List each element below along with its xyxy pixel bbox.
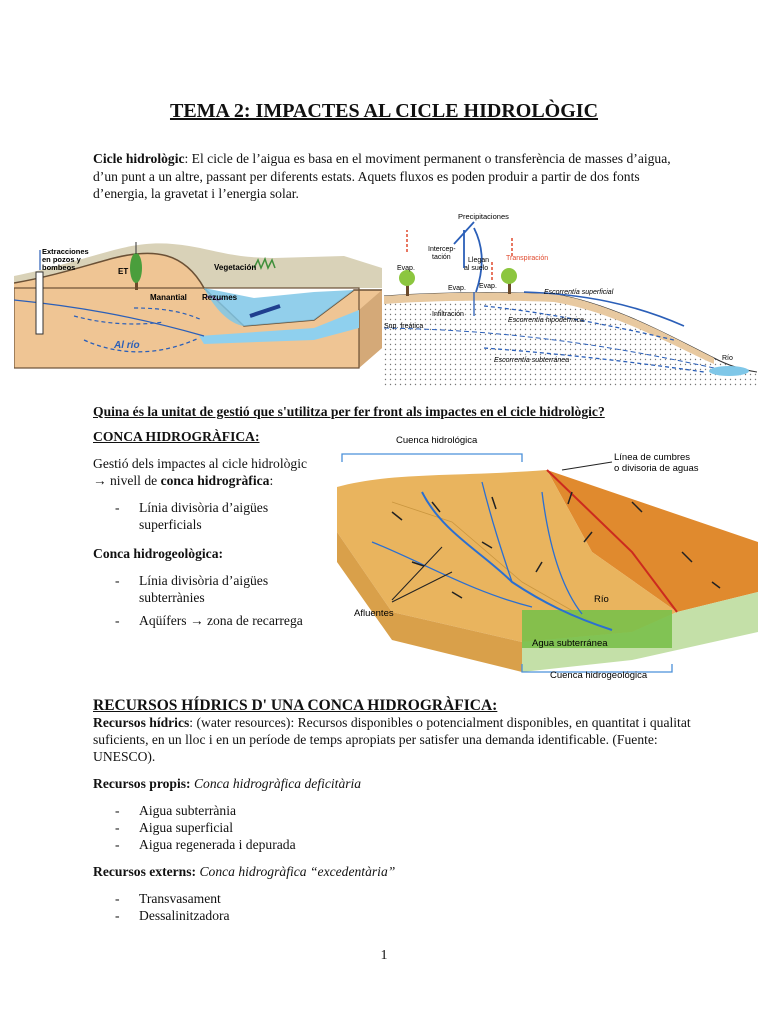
label-escorrentia-hipodermica: Escorrentía hipodérmica (508, 317, 584, 324)
hidrogeo-heading: Conca hidrogeològica: (93, 546, 224, 561)
question-heading: Quina és la unitat de gestió que s'utilitza per fer front als impactes en el cicle hidrològic? (93, 404, 605, 419)
label-linea-cumbres-1: Línea de cumbres (614, 452, 691, 463)
conca-list-2 (93, 572, 323, 629)
conca-heading: CONCA HIDROGRÀFICA: (93, 429, 260, 444)
conca-gestio (93, 455, 323, 489)
conca-gestio-pre: Gestió dels impactes al cicle hidrològic → nivell de (93, 456, 308, 488)
label-agua-subterranea: Agua subterránea (532, 638, 608, 649)
label-intercepcion-2: tación (432, 254, 451, 261)
list-item: - Aigua superficial (93, 819, 693, 836)
label-linea-cumbres-2: o divisoria de aguas (614, 463, 699, 474)
recursos-section (93, 697, 693, 934)
hydrological-cycle-diagram (384, 208, 757, 386)
recursos-externs (93, 863, 693, 880)
label-vegetacion: Vegetación (214, 263, 257, 272)
label-llegan-2: al suelo (464, 265, 489, 272)
list-item: - Transvasament (93, 890, 693, 907)
list-item: - Aqüífers → zona de recarrega (93, 612, 323, 629)
conca-list-1 (93, 499, 323, 533)
label-al-rio: Al río (114, 340, 140, 351)
label-cuenca-hidrologica: Cuenca hidrológica (396, 435, 478, 446)
recursos-heading: RECURSOS HÍDRICS D' UNA CONCA HIDROGRÀFICA: (93, 697, 498, 714)
label-precipitaciones: Precipitaciones (458, 212, 509, 221)
label-evap-1: Evap. (397, 265, 415, 272)
list-item: - Aigua subterrània (93, 802, 693, 819)
recursos-definition (93, 714, 693, 765)
groundwater-diagram (14, 228, 382, 374)
label-manantial: Manantial (150, 293, 187, 302)
list-item: - Línia divisòria d’aigües superficials (93, 499, 323, 533)
label-evap-2: Evap. (448, 285, 466, 292)
recursos-propis (93, 775, 693, 792)
label-rio-3: Río (594, 594, 609, 605)
conca-section (93, 428, 323, 635)
list-item: - Línia divisòria d’aigües subterrànies (93, 572, 323, 606)
intro-paragraph (93, 150, 683, 203)
label-llegan-1: Llegan (468, 257, 490, 264)
label-et: ET (118, 267, 129, 276)
list-item: - Aigua regenerada i depurada (93, 836, 693, 853)
list-item: - Dessalinitzadora (93, 907, 693, 924)
label-infiltracion: Infiltración (432, 311, 464, 318)
label-bombeos: bombeos (42, 263, 76, 272)
label-rio-2: Río (722, 355, 733, 362)
intro-text: : El cicle de l’aigua es basa en el moviment permanent o transferència de masses d’aigua, d’un punt a un altre, passant per diferents estats. Aquets fluxos es poden produir a partir de dos fonts d’energia, la gravetat i l’energia solar. (93, 151, 671, 201)
recursos-externs-label: Recursos externs: (93, 864, 197, 879)
label-escorrentia-superficial: Escorrentía superficial (544, 289, 614, 296)
recursos-externs-italic: Conca hidrogràfica “excedentària” (199, 864, 396, 879)
label-rezumes: Rezumes (202, 293, 238, 302)
label-extracciones: Extracciones (42, 247, 89, 256)
propis-list (93, 802, 693, 853)
recursos-def-term: Recursos hídrics (93, 715, 190, 730)
label-intercepcion-1: Intercep- (428, 246, 456, 253)
page-number: 1 (380, 948, 388, 963)
label-en-pozos: en pozos y (42, 255, 81, 264)
label-afluentes: Afluentes (354, 608, 394, 619)
conca-gestio-bold: conca hidrogràfica (160, 473, 270, 488)
intro-term: Cicle hidrològic (93, 151, 185, 166)
watershed-diagram (332, 432, 758, 684)
page-title: TEMA 2: IMPACTES AL CICLE HIDROLÒGIC (169, 100, 599, 122)
recursos-propis-label: Recursos propis: (93, 776, 191, 791)
label-escorrentia-subterranea: Escorrentía subterránea (494, 357, 570, 364)
label-cuenca-hidrogeologica: Cuenca hidrogeológica (550, 670, 648, 681)
label-sup-freatica: Sup. freática (384, 323, 424, 330)
recursos-propis-italic: Conca hidrogràfica deficitària (193, 776, 362, 791)
recursos-def-text: : (water resources): Recursos disponibles o potencialment disponibles, en quantitat i qualitat suficients, en un lloc i en un període de temps apropiats per satisfer una demanda identificable. (Fuente: UNESCO). (93, 715, 691, 764)
conca-gestio-post: : (269, 473, 274, 488)
label-transpiracion: Transpiración (506, 255, 549, 262)
label-evap-3: Evap. (479, 283, 497, 290)
externs-list (93, 890, 693, 924)
